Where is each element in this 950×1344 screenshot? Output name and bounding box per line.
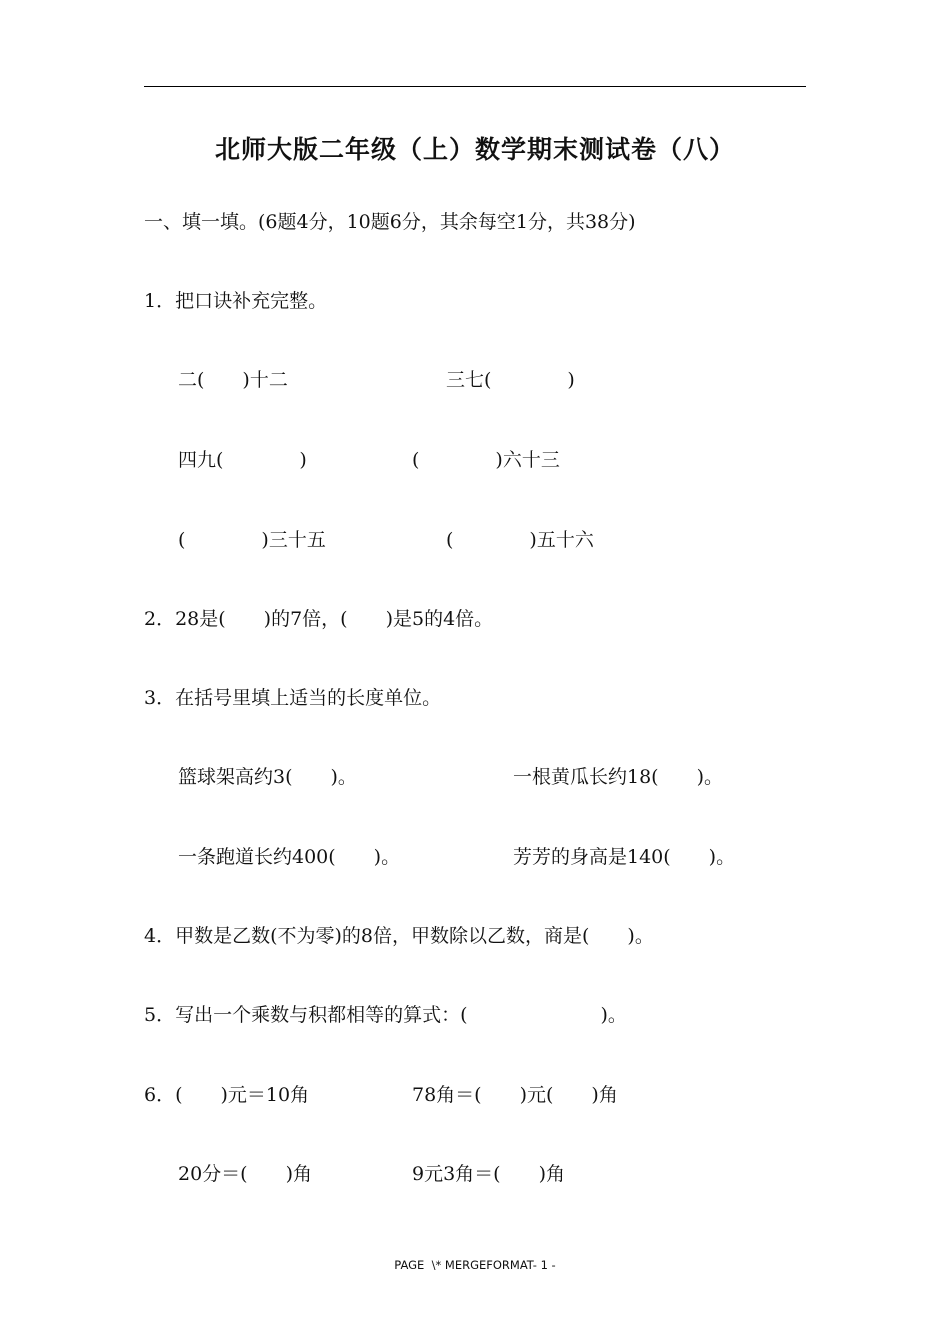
- q3-blank-item: 一根黄瓜长约18( )。: [513, 766, 724, 788]
- question-2-prompt: 2．28是( )的7倍，( )是5的4倍。: [144, 608, 494, 630]
- question-3-prompt: 3．在括号里填上适当的长度单位。: [144, 687, 442, 709]
- question-1-prompt: 1．把口诀补充完整。: [144, 290, 328, 312]
- q1-blank-item: ( )五十六: [446, 529, 594, 551]
- question-5-prompt: 5．写出一个乘数与积都相等的算式：( )。: [144, 1004, 627, 1026]
- q6-blank-item: 9元3角＝( )角: [412, 1163, 566, 1185]
- section-heading: 一、填一填。(6题4分，10题6分，其余每空1分，共38分): [144, 211, 636, 233]
- page-footer: PAGE \* MERGEFORMAT- 1 -: [394, 1258, 556, 1272]
- q1-blank-item: 二( )十二: [178, 369, 288, 391]
- q1-blank-item: 四九( ): [178, 449, 307, 471]
- q1-blank-item: 三七( ): [446, 369, 575, 391]
- q3-blank-item: 一条跑道长约400( )。: [178, 846, 401, 868]
- q6-blank-item: 20分＝( )角: [178, 1163, 313, 1185]
- q3-blank-item: 芳芳的身高是140( )。: [513, 846, 736, 868]
- q1-blank-item: ( )三十五: [178, 529, 326, 551]
- header-rule: [144, 86, 806, 87]
- question-4-prompt: 4．甲数是乙数(不为零)的8倍，甲数除以乙数，商是( )。: [144, 925, 654, 947]
- q6-blank-item: 6．( )元＝10角: [144, 1084, 310, 1106]
- page-title: 北师大版二年级（上）数学期末测试卷（八）: [214, 135, 735, 164]
- q3-blank-item: 篮球架高约3( )。: [178, 766, 357, 788]
- q1-blank-item: ( )六十三: [412, 449, 560, 471]
- q6-blank-item: 78角＝( )元( )角: [412, 1084, 618, 1106]
